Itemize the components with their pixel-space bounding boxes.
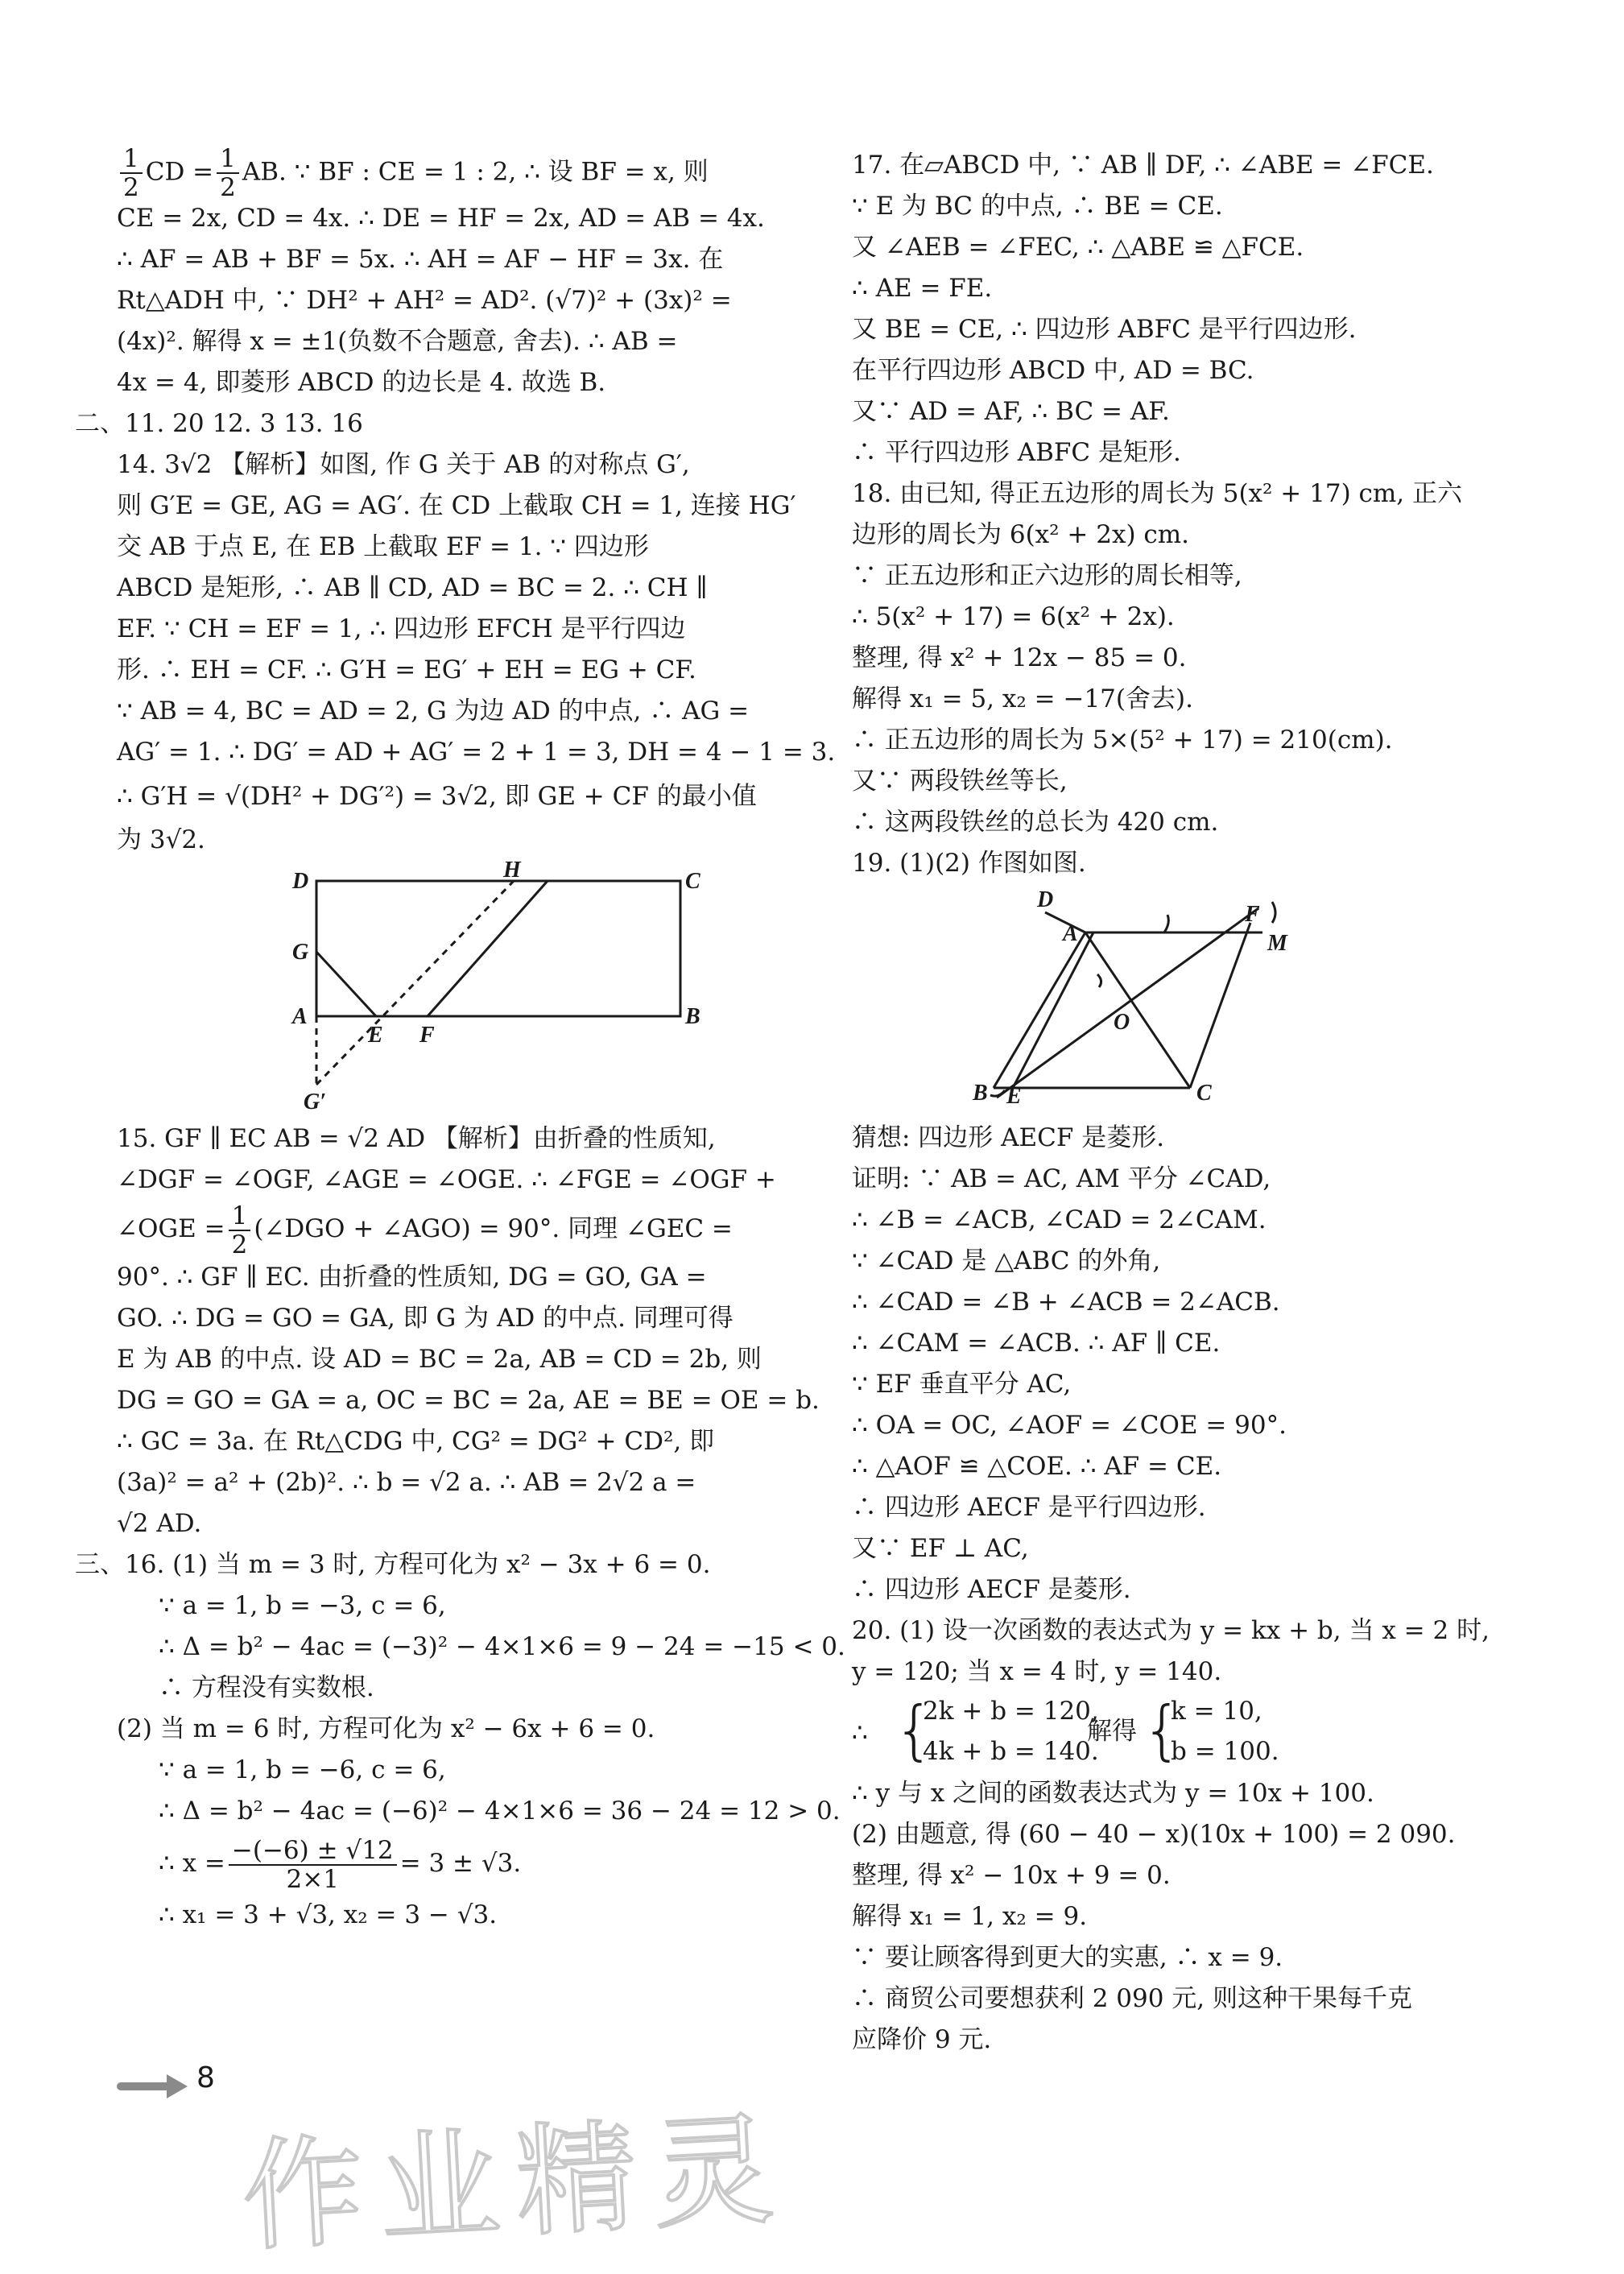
label-f: F	[419, 1023, 435, 1048]
text-line: 14. 3√2 【解析】如图, 作 G 关于 AB 的对称点 G′,	[117, 450, 690, 479]
text-line: ∴ 四边形 AECF 是菱形.	[852, 1575, 1131, 1604]
label-d: D	[1037, 887, 1054, 912]
segment-ae	[1013, 932, 1093, 1088]
rectangle-diagram	[117, 861, 777, 1118]
left-brace: {	[894, 1693, 935, 1768]
text-line: (2) 由题意, 得 (60 − 40 − x)(10x + 100) = 2 090.	[852, 1820, 1456, 1849]
text-line: 形. ∴ EH = CF. ∴ G′H = EG′ + EH = EG + CF.	[117, 655, 696, 684]
text-line: ∴ Δ = b² − 4ac = (−6)² − 4×1×6 = 36 − 24 = 12 > 0.	[159, 1796, 841, 1825]
rectangle-figure	[117, 861, 777, 1118]
text-line: $\frac{1}{2}$ CD = $\frac{1}{2}$ AB. ∵ BF : CE = 1 : 2, ∴ 设 BF = x, 则	[117, 145, 777, 198]
text-line: 又∵ AD = AF, ∴ BC = AF.	[852, 397, 1170, 426]
text-line: ∠OGE = $\frac{1}{2}$ (∠DGO + ∠AGO) = 90°. 同理 ∠GEC =	[117, 1201, 733, 1259]
text-line: EF. ∵ CH = EF = 1, ∴ 四边形 EFCH 是平行四边	[117, 614, 686, 643]
segment-fc	[1190, 923, 1250, 1088]
text-line: 在平行四边形 ABCD 中, AD = BC.	[852, 356, 1254, 385]
label-o: O	[1114, 1010, 1130, 1035]
text-line: 又∵ 两段铁丝等长,	[852, 767, 1068, 796]
text-line: ABCD 是矩形, ∴ AB ∥ CD, AD = BC = 2. ∴ CH ∥	[117, 573, 708, 602]
text-line: ∴ G′H = √(DH² + DG′²) = 3√2, 即 GE + CF 的最小值	[117, 782, 757, 811]
label-h: H	[503, 861, 521, 883]
text-line: ∴ ∠CAD = ∠B + ∠ACB = 2∠ACB.	[852, 1288, 1280, 1317]
text-line: ∴ 这两段铁丝的总长为 420 cm.	[852, 808, 1219, 837]
text-line: ∵ 正五边形和正六边形的周长相等,	[852, 561, 1242, 590]
right-brace: {	[1142, 1693, 1183, 1768]
arc-mark	[990, 1090, 1005, 1096]
text-line: 18. 由已知, 得正五边形的周长为 5(x² + 17) cm, 正六	[852, 479, 1462, 508]
text-line: 为 3√2.	[117, 825, 205, 854]
text-line: ∴ 四边形 AECF 是平行四边形.	[852, 1493, 1206, 1522]
segment-fh	[428, 881, 548, 1016]
text-line: ∵ 要让顾客得到更大的实惠, ∴ x = 9.	[852, 1943, 1283, 1972]
text-line: ∴ GC = 3a. 在 Rt△CDG 中, CG² = DG² + CD², 即	[117, 1427, 715, 1456]
text-line: ∴ 平行四边形 ABFC 是矩形.	[852, 438, 1181, 467]
label-a: A	[292, 1004, 308, 1029]
label-f: F	[1245, 902, 1260, 927]
text-line: CE = 2x, CD = 4x. ∴ DE = HF = 2x, AD = AB = 4x.	[117, 204, 765, 233]
text-line: ∴ △AOF ≌ △COE. ∴ AF = CE.	[852, 1452, 1222, 1481]
equation-1: 2k + b = 120,	[923, 1697, 1099, 1726]
rectangle-abcd	[316, 881, 680, 1016]
text-line: 又 ∠AEB = ∠FEC, ∴ △ABE ≌ △FCE.	[852, 233, 1304, 262]
label-b: B	[973, 1081, 988, 1106]
text-line: ∵ a = 1, b = −6, c = 6,	[159, 1755, 446, 1784]
equation-system	[852, 1693, 1544, 1773]
text-line: 20. (1) 设一次函数的表达式为 y = kx + b, 当 x = 2 时,	[852, 1616, 1490, 1645]
text-line: ∵ AB = 4, BC = AD = 2, G 为边 AD 的中点, ∴ AG =	[117, 697, 750, 726]
text-line: ∠DGF = ∠OGF, ∠AGE = ∠OGE. ∴ ∠FGE = ∠OGF +	[117, 1165, 776, 1194]
page-number: 8	[196, 2061, 215, 2094]
solve-label: 解得	[1087, 1717, 1137, 1746]
text-line: ∴ 方程没有实数根.	[159, 1673, 374, 1702]
text-line: ∴ x₁ = 3 + √3, x₂ = 3 − √3.	[159, 1900, 498, 1929]
text-line: 边形的周长为 6(x² + 2x) cm.	[852, 520, 1190, 549]
text-line: 整理, 得 x² + 12x − 85 = 0.	[852, 643, 1187, 672]
segment-ge	[316, 952, 376, 1016]
text-line: 应降价 9 元.	[852, 2025, 992, 2054]
label-c: C	[685, 869, 700, 894]
fraction: $\frac{-(-6) \pm √12}{2\times 1}$	[229, 1837, 397, 1893]
text-line: ∴ Δ = b² − 4ac = (−3)² − 4×1×6 = 9 − 24 = −15 < 0.	[159, 1632, 845, 1661]
fraction: $\frac{1}{2}$	[229, 1202, 251, 1259]
text-line: ∴ y 与 x 之间的函数表达式为 y = 10x + 100.	[852, 1779, 1374, 1808]
text-line: 证明: ∵ AB = AC, AM 平分 ∠CAD,	[852, 1164, 1271, 1193]
rhombus-figure	[852, 884, 1544, 1118]
segment-ac	[1085, 932, 1190, 1088]
label-g-prime: G′	[304, 1089, 327, 1114]
text-line: ∴ AF = AB + BF = 5x. ∴ AH = AF − HF = 3x. 在	[117, 245, 724, 274]
text-line: 17. 在▱ABCD 中, ∵ AB ∥ DF, ∴ ∠ABE = ∠FCE.	[852, 151, 1434, 180]
text-line: E 为 AB 的中点. 设 AD = BC = 2a, AB = CD = 2b, 则	[117, 1345, 762, 1374]
solution-b: b = 100.	[1171, 1737, 1279, 1766]
label-g: G	[292, 940, 309, 965]
text-line: ∴ 商贸公司要想获利 2 090 元, 则这种干果每千克	[852, 1984, 1413, 2013]
text-line: ∴ 5(x² + 17) = 6(x² + 2x).	[852, 602, 1175, 631]
arc-mark	[1272, 902, 1275, 923]
text-line: DG = GO = GA = a, OC = BC = 2a, AE = BE = OE = b.	[117, 1386, 820, 1415]
label-a: A	[1063, 921, 1078, 946]
text-line: (3a)² = a² + (2b)². ∴ b = √2 a. ∴ AB = 2√2 a =	[117, 1468, 696, 1497]
text-line: ∴ 正五边形的周长为 5×(5² + 17) = 210(cm).	[852, 726, 1393, 755]
text-line: 15. GF ∥ EC AB = √2 AD 【解析】由折叠的性质知,	[117, 1124, 716, 1153]
text-line: ∵ EF 垂直平分 AC,	[852, 1370, 1072, 1399]
right-column	[852, 145, 1544, 2061]
watermark-logo: 作业精灵	[238, 2099, 793, 2268]
text-line: 解得 x₁ = 1, x₂ = 9.	[852, 1902, 1088, 1931]
solution-k: k = 10,	[1171, 1697, 1262, 1726]
text-line: ∵ a = 1, b = −3, c = 6,	[159, 1591, 446, 1620]
section-heading: 二、11. 20 12. 3 13. 16	[75, 409, 363, 438]
text-line: 解得 x₁ = 5, x₂ = −17(舍去).	[852, 684, 1193, 713]
section-heading: 三、16. (1) 当 m = 3 时, 方程可化为 x² − 3x + 6 = 0.	[75, 1550, 711, 1579]
label-e: E	[368, 1023, 383, 1048]
fraction: $\frac{1}{2}$	[217, 145, 239, 201]
label-m: M	[1267, 931, 1287, 956]
text-line: ∴ x = $\frac{-(-6) \pm √12}{2\times 1}$ = 3 ± √3.	[159, 1835, 522, 1894]
text-line: (2) 当 m = 6 时, 方程可化为 x² − 6x + 6 = 0.	[117, 1714, 655, 1743]
perpendicular-bisector-ef	[997, 908, 1258, 1098]
rhombus-diagram	[852, 884, 1544, 1118]
text-line: ∴ ∠CAM = ∠ACB. ∴ AF ∥ CE.	[852, 1329, 1221, 1358]
text-line: (4x)². 解得 x = ±1(负数不合题意, 舍去). ∴ AB =	[117, 327, 678, 356]
text-line: ∵ ∠CAD 是 △ABC 的外角,	[852, 1247, 1161, 1276]
text-line: 90°. ∴ GF ∥ EC. 由折叠的性质知, DG = GO, GA =	[117, 1263, 707, 1292]
text-line: 交 AB 于点 E, 在 EB 上截取 EF = 1. ∵ 四边形	[117, 532, 649, 561]
label-c: C	[1196, 1081, 1212, 1106]
text-line: 4x = 4, 即菱形 ABCD 的边长是 4. 故选 B.	[117, 368, 606, 397]
text-line: 整理, 得 x² − 10x + 9 = 0.	[852, 1861, 1171, 1890]
text-line: AG′ = 1. ∴ DG′ = AD + AG′ = 2 + 1 = 3, DH = 4 − 1 = 3.	[117, 738, 836, 767]
text-line: 19. (1)(2) 作图如图.	[852, 849, 1086, 878]
label-d: D	[292, 869, 309, 894]
arc-mark	[1097, 974, 1101, 987]
text-line: y = 120; 当 x = 4 时, y = 140.	[852, 1657, 1222, 1686]
text-line: 又∵ EF ⊥ AC,	[852, 1534, 1029, 1563]
text-line: 猜想: 四边形 AECF 是菱形.	[852, 1123, 1165, 1152]
text-line: ∴ AE = FE.	[852, 274, 993, 303]
text-line: 则 G′E = GE, AG = AG′. 在 CD 上截取 CH = 1, 连接 HG′	[117, 491, 796, 520]
label-b: B	[685, 1004, 700, 1029]
text-line: √2 AD.	[117, 1509, 202, 1538]
equation-2: 4k + b = 140.	[923, 1737, 1099, 1766]
label-e: E	[1006, 1084, 1022, 1109]
arc-mark	[1164, 915, 1168, 932]
text-line: GO. ∴ DG = GO = GA, 即 G 为 AD 的中点. 同理可得	[117, 1304, 733, 1333]
segment-ab	[994, 932, 1085, 1088]
left-column	[75, 144, 845, 1936]
text-line: ∴ OA = OC, ∠AOF = ∠COE = 90°.	[852, 1411, 1287, 1440]
text-line: ∵ E 为 BC 的中点, ∴ BE = CE.	[852, 192, 1223, 221]
page-arrow-icon	[117, 2071, 189, 2103]
fraction: $\frac{1}{2}$	[120, 145, 143, 201]
text-line: 又 BE = CE, ∴ 四边形 ABFC 是平行四边形.	[852, 315, 1357, 344]
therefore-symbol: ∴	[852, 1718, 868, 1747]
text-line: Rt△ADH 中, ∵ DH² + AH² = AD². (√7)² + (3x)² =	[117, 286, 732, 315]
text-line: ∴ ∠B = ∠ACB, ∠CAD = 2∠CAM.	[852, 1205, 1267, 1234]
